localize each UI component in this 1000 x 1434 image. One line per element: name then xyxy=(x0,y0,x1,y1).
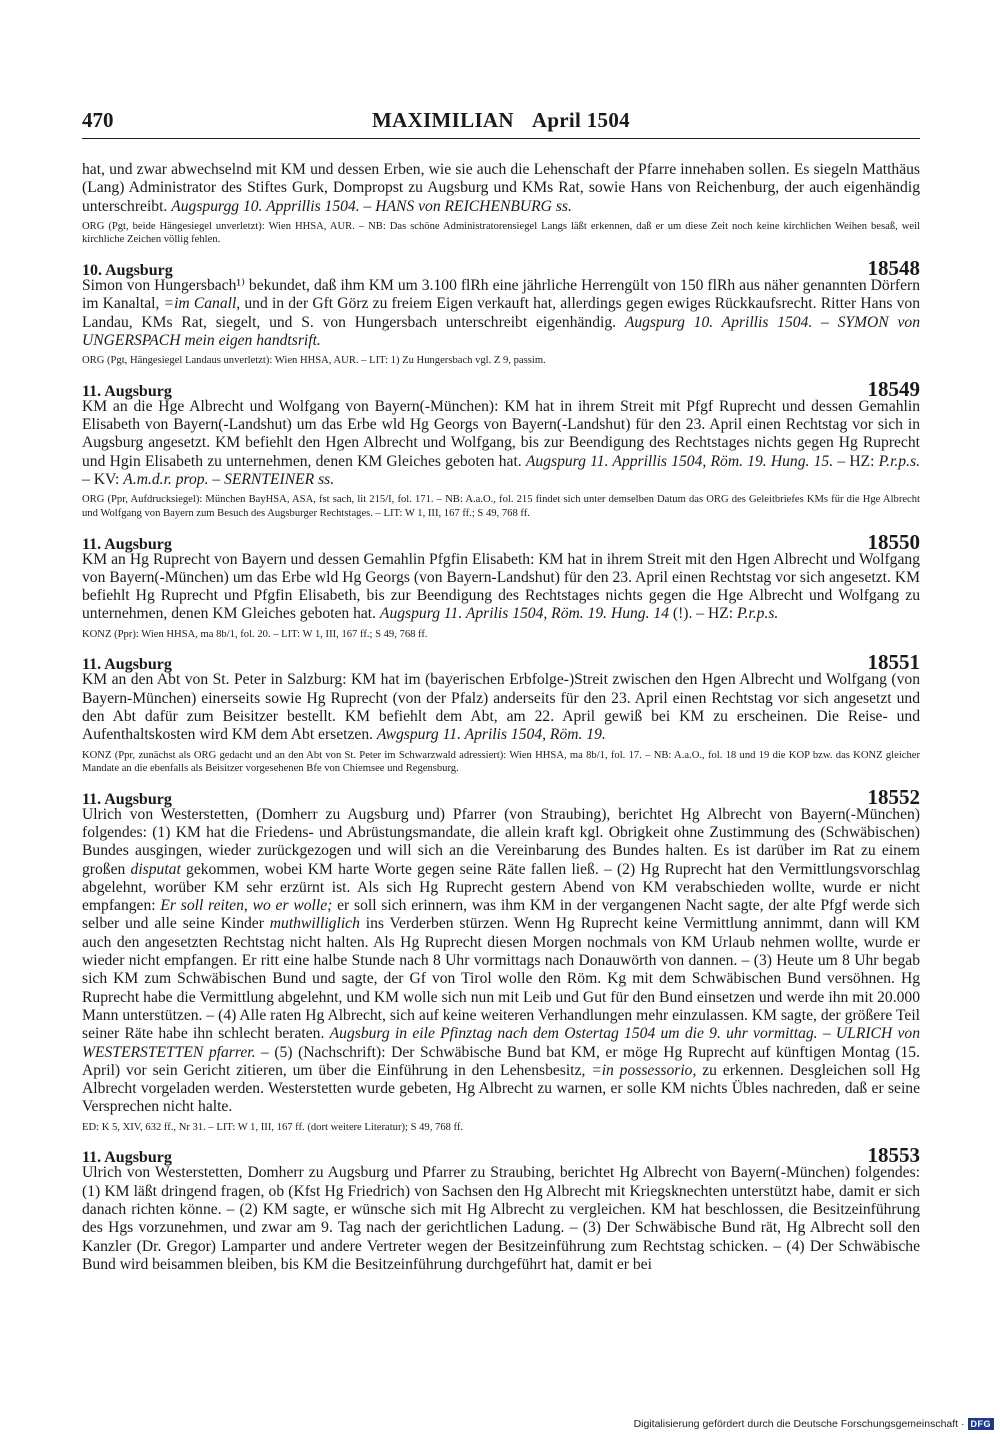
running-head xyxy=(82,104,920,139)
entry-text: KM an die Hge Albrecht und Wolfgang von Bayern(-München): KM hat in ihrem Streit mit Pfgf Ruprecht und dessen Gemahlin Elisabeth von Bayern(-Landshut) um das Erbe wld Hg Georgs von Bayern(-Landshut) für den 23. April einen Rechtstag vor sich in Augsburg angesetzt. KM befiehlt den Hgen Albrecht und Wolfgang, bis zur Beendigung des Rechtstages nichts gegen Hg Ruprecht und Hgin Elisabeth zu unternehmen, denen KM Gleiches geboten hat. Augspurg 11. Apprillis 1504, Röm. 19. Hung. 15. – HZ: P.r.p.s. – KV: A.m.d.r. prop. – SERNTEINER ss. xyxy=(82,397,920,489)
entry-header xyxy=(82,529,920,554)
entry-18548 xyxy=(82,256,920,368)
footer-text: Digitalisierung gefördert durch die Deutsche Forschungsgemeinschaft · xyxy=(633,1418,965,1430)
page-title xyxy=(82,108,920,133)
dfg-logo: DFG xyxy=(968,1418,995,1430)
head-name: MAXIMILIAN xyxy=(372,108,514,132)
entry-date: 11. Augsburg xyxy=(82,656,172,674)
entry-text: KM an den Abt von St. Peter in Salzburg: KM hat im (bayerischen Erbfolge-)Streit zwischen den Hgen Albrecht und Wolfgang (von Bayern-München) einerseits sowie Hg Ruprecht (von der Pfalz) anderseits für den 23. April einen Rechtstag vor sich angesetzt und den Abt dafür zum Beisitzer bestellt. KM befiehlt dem Abt, am 22. April gewiß bei KM zu erscheinen. Die Reise- und Aufenthaltskosten wird KM dem Abt ersetzen. Awgspurg 11. Aprilis 1504, Röm. 19. xyxy=(82,671,920,744)
entry-number: 18551 xyxy=(867,650,920,675)
entry-number: 18553 xyxy=(867,1143,920,1168)
entry-number: 18550 xyxy=(867,529,920,554)
entry-text: Ulrich von Westerstetten, (Domherr zu Augsburg und) Pfarrer (von Straubing), berichtet Hg Albrecht von Bayern(-München) folgendes: (1) KM hat die Friedens- und Abrüstungsmandate, die allein kraft kgl. Obrigkeit ohne Zustimmung des (Schwäbischen) Bundes ausgingen, wieder zurückgezogen und will sich an die Vereinbarung des Bundes halten. Es ist darüber im Rat zu einem großen disputat gekommen, wobei KM harte Worte gegen seine Räte fallen ließ. – (2) Hg Ruprecht hat den Vermittlungsvorschlag abgelehnt, worüber KM sehr erzürnt ist. Als sich Hg Ruprecht gestern Abend von KM verabschieden wollte, wurde er nicht empfangen: Er soll reiten, wo er wolle; er soll sich erinnern, was ihm KM in der vergangenen Nacht sagte, der alte Pfgf werde sich selber und alle seine Kinder muthwilliglich ins Verderben stürzen. Wenn Hg Ruprecht keine Vermittlung annimmt, dann will KM auch den angesetzten Rechtstag nicht halten. Als Hg Ruprecht diesen Morgen nochmals von KM Urlaub nehmen wollte, wurde er wieder nicht empfangen. Er ritt eine halbe Stunde nach 8 Uhr vormittags nach Donauwörth von dannen. – (3) Heute um 8 Uhr begab sich KM zum Schwäbischen Bund und sagte, der Gf von Tirol wolle den Röm. Kg mit dem Schwäbischen Bund versöhnen. Hg Ruprecht habe die Vermittlung abgelehnt, und KM wolle sich nun mit Leib und Gut für den Bund einsetzen und werde ihn mit 20.000 Mann unterstützen. – (4) Alle raten Hg Albrecht, sich auf keine weiteren Verhandlungen mehr einzulassen. KM sagte, der größere Teil seiner Räte habe ihn schlecht beraten. Augsburg in eile Pfinztag nach dem Ostertag 1504 um die 9. uhr vormittag. – ULRICH von WESTERSTETTEN pfarrer. – (5) (Nachschrift): Der Schwäbische Bund bat KM, er möge Hg Ruprecht auf künftigen Montag (15. April) vor sein Gericht zitieren, um über die Einführung in den Lehensbesitz, =in possessorio, zu erkennen. Desgleichen soll Hg Albrecht vorgeladen werden. Westerstetten wurde gebeten, Hg Albrecht zu warnen, er solle KM nichts Übles nachreden, daß er seine Versprechen nicht halte. xyxy=(82,805,921,1116)
entry-date: 11. Augsburg xyxy=(82,1149,172,1167)
entry-date: 11. Augsburg xyxy=(82,382,172,400)
content xyxy=(82,161,920,1274)
head-date: April 1504 xyxy=(531,108,630,132)
document-page xyxy=(82,104,920,1274)
entry-number: 18549 xyxy=(867,376,920,401)
entry-note: KONZ (Ppr): Wien HHSA, ma 8b/1, fol. 20. – LIT: W 1, III, 167 ff.; S 49, 768 ff. xyxy=(82,628,428,640)
entry-date: 10. Augsburg xyxy=(82,262,173,280)
entry-header xyxy=(82,784,920,809)
entry-number: 18548 xyxy=(867,256,920,281)
entry-header xyxy=(82,1143,920,1168)
entry-text: Simon von Hungersbach¹⁾ bekundet, daß ihm KM um 3.100 flRh eine jährliche Herrengült von 150 flRh aus näher genannten Dörfern im Kanaltal, =im Canall, und in der Gft Görz zu freiem Eigen verkauft hat, allerdings gegen ewiges Rückkaufsrecht. Ritter Hans von Landau, KMs Rat, siegelt, und S. von Hungersbach unterschreibt eigenhändig. Augspurg 10. Aprillis 1504. – SYMON von UNGERSPACH mein eigen handtsrift. xyxy=(82,277,921,349)
entry-header xyxy=(82,256,920,281)
entry-date: 11. Augsburg xyxy=(82,535,172,553)
entry-18549 xyxy=(82,377,920,521)
footer-credit xyxy=(634,1418,994,1430)
entry-note: ED: K 5, XIV, 632 ff., Nr 31. – LIT: W 1, III, 167 ff. (dort weitere Literatur); S 49, 768 ff. xyxy=(82,1121,464,1133)
entry-note: ORG (Pgt, Hängesiegel Landaus unverletzt): Wien HHSA, AUR. – LIT: 1) Zu Hungersbach vgl. Z 9, passim. xyxy=(82,355,546,367)
entry-note: KONZ (Ppr, zunächst als ORG gedacht und an den Abt von St. Peter im Schwarzwald adressiert): Wien HHSA, ma 8b/1, fol. 17. – NB: A.a.O., fol. 18 und 19 die KOP bzw. das KONZ gleicher Mandate an die ebenfalls als Beisitzer vorgesehenen Bfe von Chiemsee und Regensburg. xyxy=(82,749,920,775)
entry-18552 xyxy=(82,785,920,1135)
entry-18553 xyxy=(82,1143,920,1274)
entry-number: 18552 xyxy=(867,784,920,809)
intro-note: ORG (Pgt, beide Hängesiegel unverletzt): Wien HHSA, AUR. – NB: Das schöne Administratorensiegel Langs läßt erkennen, daß er um diese Zeit noch keine kirchlichen Weihen besaß, weil kirchliche Zeichen völlig fehlen. xyxy=(82,220,920,246)
entry-text: KM an Hg Ruprecht von Bayern und dessen Gemahlin Pfgfin Elisabeth: KM hat in ihrem Streit mit den Hgen Albrecht und Wolfgang von Bayern(-München) um das Erbe wld Hg Georgs (von Bayern-Landshut) für den 23. April einen Rechtstag vor sich angesetzt. KM befiehlt Hg Ruprecht und Pfgfin Elisabeth, bis zur Beendigung des Rechtstages nichts gegen die Hge Albrecht und Wolfgang zu unternehmen, denen KM Gleiches geboten hat. Augspurg 11. Aprilis 1504, Röm. 19. Hung. 14 (!). – HZ: P.r.p.s. xyxy=(82,550,920,623)
entry-text: Ulrich von Westerstetten, Domherr zu Augsburg und Pfarrer zu Straubing, berichtet Hg Albrecht von Bayern(-München) folgendes: (1) KM läßt dringend fragen, ob (Kfst Hg Friedrich) von Sachsen den Hg Albrecht mit Kriegsknechten unterstützt habe, damit er sich danach richten könne. – (2) KM sagte, er wünsche sich mit Hg Albrecht zu vergleichen. KM hat beschlossen, die Besitzeinführung des Hgs vorzunehmen, und zwar am 9. Tag nach der gerichtlichen Ladung. – (3) Der Schwäbische Bund rät, Hg Albrecht soll den Kanzler (Dr. Gregor) Lamparter und andere Vertreter wegen der Besitzeinführung zum Rechtstag schicken. – (4) Der Schwäbische Bund wird beisammen bleiben, bis KM die Besitzeinführung durchgeführt hat, damit er bei xyxy=(82,1164,920,1273)
intro-continuation xyxy=(82,161,920,247)
page-number: 470 xyxy=(82,108,114,132)
entry-date: 11. Augsburg xyxy=(82,790,172,808)
entry-18551 xyxy=(82,650,920,775)
intro-text: hat, und zwar abwechselnd mit KM und dessen Erben, wie sie auch die Lehenschaft der Pfarre innehaben sollen. Es siegeln Matthäus (Lang) Administrator des Stiftes Gurk, Dompropst zu Augsburg und KMs Rat, sowie Hans von Reichenburg, der auch eigenhändig unterschreibt. Augspurgg 10. Apprillis 1504. – HANS von REICHENBURG ss. xyxy=(82,161,920,215)
entry-note: ORG (Ppr, Aufdrucksiegel): München BayHSA, ASA, fst sach, lit 215/I, fol. 171. – NB: A.a.O., fol. 215 findet sich unter demselben Datum das ORG des Geleitbriefes KMs für die Hge Albrecht und Wolfgang von Bayern zum Besuch des Augsburger Rechtstages. – LIT: W 1, III, 167 ff.; S 49, 768 ff. xyxy=(82,494,920,519)
entry-18550 xyxy=(82,530,920,642)
entry-header xyxy=(82,650,920,675)
entry-header xyxy=(82,376,920,401)
